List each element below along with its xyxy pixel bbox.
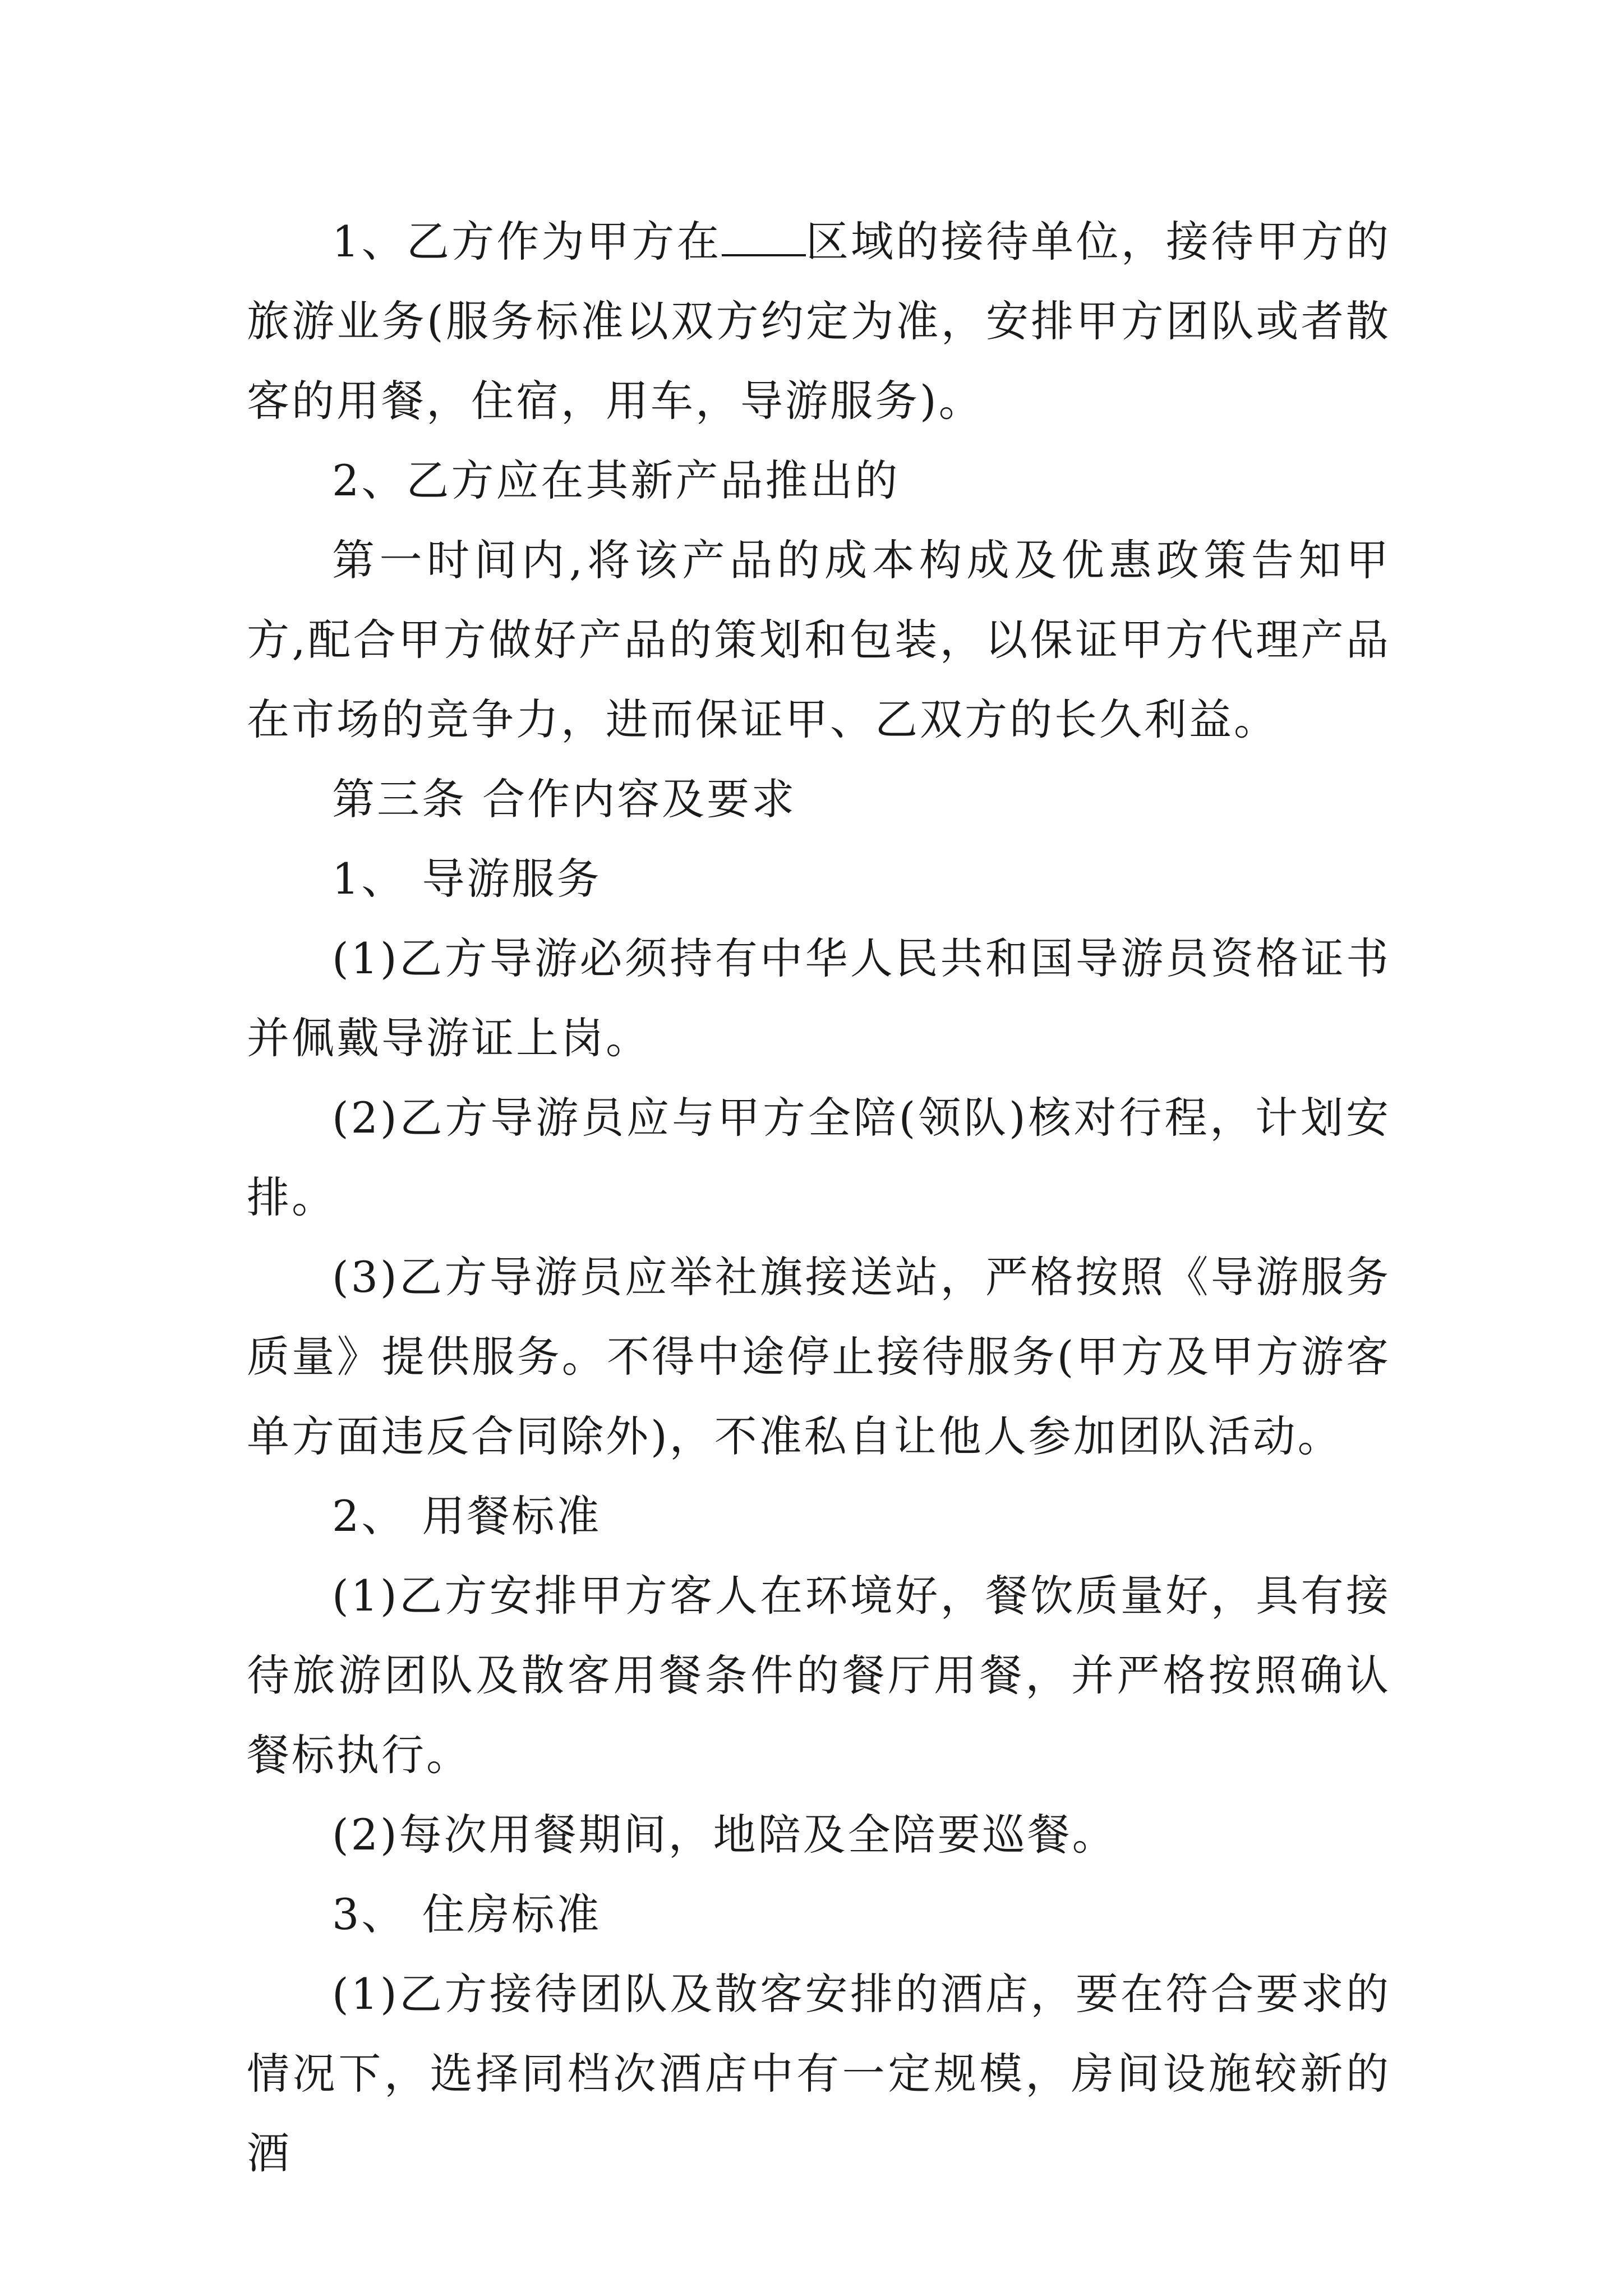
- paragraph-3: 第一时间内,将该产品的成本构成及优惠政策告知甲方,配合甲方做好产品的策划和包装，以保证甲方代理产品在市场的竞争力，进而保证甲、乙双方的长久利益。: [247, 535, 1391, 744]
- paragraph-2: 2、乙方应在其新产品推出的: [332, 455, 900, 505]
- paragraph-1-end: 区域的接待单位，接待甲方的旅游业务(服务标准以双方约定为准，安排甲方团队或者散客的用餐，住宿，用车，导游服务)。: [247, 217, 1391, 426]
- section-1-item-1: (1)乙方导游必须持有中华人民共和国导游员资格证书并佩戴导游证上岗。: [247, 933, 1391, 1063]
- paragraph-1: [247, 202, 1391, 441]
- section-2-item-2: (2)每次用餐期间，地陪及全陪要巡餐。: [332, 1810, 1117, 1860]
- fill-in-blank: [722, 220, 806, 256]
- section-3-item-1: (1)乙方接待团队及散客安排的酒店，要在符合要求的情况下，选择同档次酒店中有一定规模，房间设施较新的酒: [247, 1969, 1391, 2178]
- section-1-item-2: (2)乙方导游员应与甲方全陪(领队)核对行程，计划安排。: [247, 1093, 1391, 1222]
- section-2-item-1: (1)乙方安排甲方客人在环境好，餐饮质量好，具有接待旅游团队及散客用餐条件的餐厅用餐，并严格按照确认餐标执行。: [247, 1571, 1391, 1780]
- article-3-title: 第三条 合作内容及要求: [332, 774, 797, 824]
- section-1-title: 1、 导游服务: [332, 854, 602, 904]
- paragraph-1-start: 1、乙方作为甲方在: [332, 217, 722, 266]
- section-1-item-3: (3)乙方导游员应举社旗接送站，严格按照《导游服务质量》提供服务。不得中途停止接待服务(甲方及甲方游客单方面违反合同除外)，不准私自让他人参加团队活动。: [247, 1252, 1391, 1461]
- document-page: [247, 202, 1391, 2193]
- section-3-title: 3、 住房标准: [332, 1889, 602, 1939]
- section-2-title: 2、 用餐标准: [332, 1491, 602, 1541]
